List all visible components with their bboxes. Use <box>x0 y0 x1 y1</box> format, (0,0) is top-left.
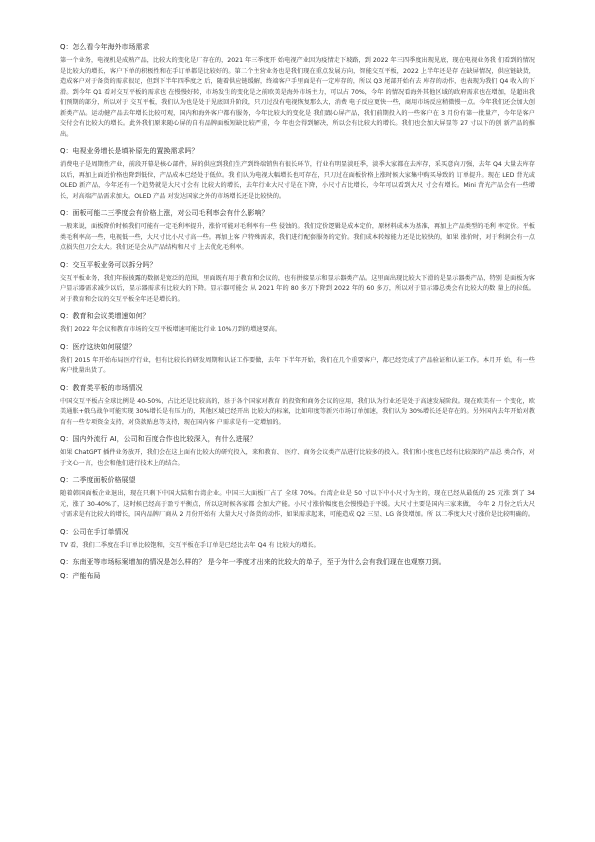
answer-6: 我们 2015 年开始布局医疗行业，但有比较长的研发周期和认证工作要做，去年 下半年开始，我们在几个重要客户，都已经完成了产品验证和认证工作。本月开 始，有一些客户批量出货了。 <box>60 356 535 374</box>
question-10: Q：公司在手订单情况 <box>60 527 129 536</box>
question-4: Q：交互平板业务可以拆分吗？ <box>60 260 157 269</box>
answer-10: TV 看，我们二季度在手订单比较饱和，交互平板在手订单是已经比去年 Q4 有 比较大的增长。 <box>60 541 320 549</box>
answer-7: 中国交互平板占全球比例是 40-50%，占比还是比较高的，基于各个国家对教育 的投资和商务会议的应用，我们认为行业还是处于高速发展阶段。现在欧美有一 个变化，欧美通胀+俄乌战争可能实现 30%增长是有压力的，其他区域已经开出 比较大的标案，比如印度等新兴市场订单加速，我们认为 30%增长还是存在的。另外国内去年开始对教育有一些专项资金支持，对贷款贴息等支持，现在国内客 户需求是有一定增加的。 <box>60 397 535 426</box>
question-8: Q：国内外流行 AI，公司和百度合作也比较深入，有什么进展？ <box>60 435 257 443</box>
question-6: Q：医疗这块如何展望？ <box>60 342 136 351</box>
answer-9: 随着韩国面板企业退出，现在只剩下中国大陆和台湾企业。中国三大面板厂占了 全球 70%。台湾企业是 50 寸以下中小尺寸为主的，现在已经从最低的 25 元涨 到了 34 元，涨了 30-40%了，这时候已经高于盈亏平衡点，所以这时候各家都 会加大产能。小尺寸涨价幅度也会慢慢趋于平缓。大尺寸主要是国内三家来做， 今年 2 月份之后大尺寸需求是有比较大的增长，国内品牌厂商从 2 月份开始有 大量大尺寸备货的动作，如果需求起来，可能造成 Q2 三星、LG 备货增加。所 以二季度大尺寸涨价是比较明确的。 <box>60 490 535 518</box>
question-5: Q：教育和会议类增速如何？ <box>60 312 150 320</box>
question-12: Q：产能布局 <box>60 572 101 580</box>
answer-8: 如果 ChatGPT 插件业务放开，我们会在这上面有比较大的研究投入，来和教育、 医疗、商务会议类产品进行比较多的投入。我们和小度也已经有比较深的产品总 类合作，对于文心一言，也会和他们进行技术上的结合。 <box>60 449 535 467</box>
question-1: Q：怎么看今年海外市场需求 <box>60 43 150 51</box>
answer-5: 我们 2022 年会议和教育市场的交互平板增速可能比行业 10%刀到的增速要高。 <box>60 326 282 333</box>
question-11: Q：东南亚等市场标案增加的情况是怎么样的？ 是今年一季度才出来的比较大的单子，至于为什么会有我们现在也观察刀到。 <box>60 558 446 566</box>
answer-1: 第一个业务，电视机是成熟产品，比较大的变化是厂存在的，2021 年三季度开 始电视产业因为疫情走下坡路，到 2022 年三四季度出现见底，现在电视业务我 们看到的情况是比较大的增长，客户下单的积极性和在手订单都是比较好的。第二个主营业务也是我们现在重点发展方向，智能交互平板，2022 上半年还是存 在缺屏情况，供应链缺货，造成客户对于备货的需求很足，但到下半年四季度之 后，随着供应链缓解，终端客户手里面是有一定库存的，所以 Q3 尾部开始有去 库存的动作，也表现为我们 Q4 收入的下滑。到今年 Q1 看对交互平板的需求也 在慢慢好转，市场发生的变化是之前欧美是海外市场主力，可以占 70%，今年 的情况看海外其他区域的政府需求也在增加，是超出我们预期的部分，所以对于 交互平板，我们认为也是处于见底回升阶段，只刀过没有电视恢复那么大，消费 电子反应更快一些，商用市场反应稍微慢一点。今年我们还会加大创新类产品。运动健产品去年增长比较可观，国内和海外客户都有服务，今年比较大的变化是 我们跟心屏产品，我们前期投入的一些客户在 3 月份有第一批量产，今年是客户 交付会有比较大的增长。此外我们原来随心屏的自有品牌面板短缺比较严重，今 年也会得到解决，所以会有比较大的增长。我们也会加大屏显等 27 寸以下的创 新产品的推出。 <box>60 57 535 138</box>
question-2: Q：电视业务增长是填补原先的置换需求吗？ <box>60 147 199 155</box>
question-3: Q：面板可能二三季度会有价格上涨，对公司毛利率会有什么影响？ <box>60 209 269 217</box>
answer-2: 消费电子是周期性产业，前段开幕是核心部件，屏的供应到我们生产到终端销售有很长环节，行业有明显淡旺季，淡季大家都在去库存，采买意向刀强，去年 Q4 大量去库存以后，再加上面近价格也降到低位，产品成本已经处于低位。我 们认为电视大幅增长也可存在，只刀过在面板价格上涨时候大家集中购买导致的 订单提升。现在 LED 背光或 OLED 新产品，今年还有一个趋势就是大尺寸会有 比较大的增长，去年行业大尺寸是在下降，小尺寸占比增长，今年可以看到大尺 寸会有增长。Mini 背光产品会有一些增长，对高端产品需求加大。OLED 产品 对发达国家之外的市场增长还是比较快的。 <box>60 161 535 200</box>
answer-4: 交互平板业务，我们年报披露的数据是宽泛的范围，里面既有用于教育和会议的，也有拼接显示和显示器类产品。这里面出现比较大下滑的是显示器类产品，特别 是面板为客户显示器需求减少以后，显示器需求有比较大的下降。显示器可能会 从 2021 年的 80 多万下降到 2022 年的 60 多万，所以对于显示器总类会有比较大的数 量上的拉低。对于教育和会议的交互平板全年还是增长的。 <box>60 274 535 303</box>
answer-3: 一般来说，面板降价时候我们可能有一定毛利率提升，涨价可能对毛利率有一些 侵蚀的。我们定价逻辑是成本定价，原材料成本为基准，再加上产品类型的毛利 率定价。平板类毛利率高一些，电视低一些，大尺寸比小尺寸高一些。再加上客 户特殊需求，我们进行配套服务的定价。我们成本转嫁能力还是比较快的，如果 涨价时，对于利润会有一点点损失但刀会太大。我们还是会从产品结构和尺寸 上去优化毛利率。 <box>60 223 535 251</box>
question-9: Q：二季度面板价格展望 <box>60 476 136 484</box>
question-7: Q：教育类平板的市场情况 <box>60 383 143 392</box>
